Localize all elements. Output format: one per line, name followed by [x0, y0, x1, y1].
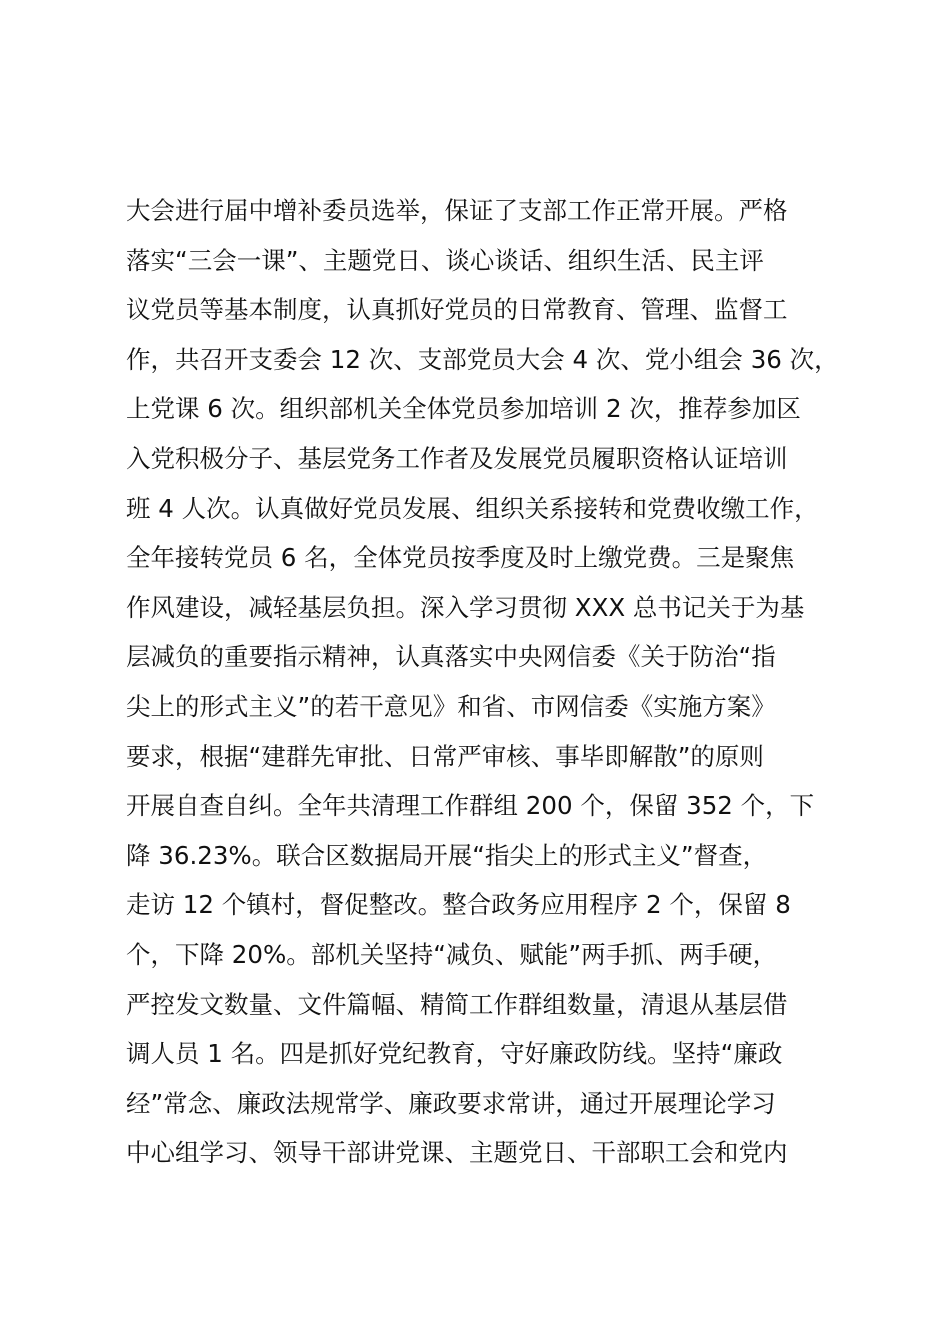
text-line: 开展自查自纠。全年共清理工作群组 200 个，保留 352 个，下 [126, 791, 815, 821]
text-line: 上党课 6 次。组织部机关全体党员参加培训 2 次，推荐参加区 [126, 394, 801, 424]
body-paragraph [126, 186, 866, 1178]
text-line: 调人员 1 名。四是抓好党纪教育，守好廉政防线。坚持“廉政 [126, 1039, 783, 1069]
text-line: 班 4 人次。认真做好党员发展、组织关系接转和党费收缴工作， [126, 493, 819, 523]
text-line: 尖上的形式主义”的若干意见》和省、市网信委《实施方案》 [126, 691, 776, 721]
text-line: 全年接转党员 6 名，全体党员按季度及时上缴党费。三是聚焦 [126, 543, 795, 573]
text-line: 经”常念、廉政法规常学、廉政要求常讲，通过开展理论学习 [126, 1088, 776, 1118]
text-line: 落实“三会一课”、主题党日、谈心谈话、组织生活、民主评 [126, 245, 764, 275]
text-line: 走访 12 个镇村，督促整改。整合政务应用程序 2 个，保留 8 [126, 890, 791, 920]
text-line: 作，共召开支委会 12 次、支部党员大会 4 次、党小组会 36 次， [126, 344, 839, 374]
text-line: 中心组学习、领导干部讲党课、主题党日、干部职工会和党内 [126, 1138, 788, 1168]
text-line: 严控发文数量、文件篇幅、精简工作群组数量，清退从基层借 [126, 989, 788, 1019]
text-line: 作风建设，减轻基层负担。深入学习贯彻 XXX 总书记关于为基 [126, 592, 805, 622]
text-line: 层减负的重要指示精神，认真落实中央网信委《关于防治“指 [126, 642, 776, 672]
text-line: 入党积极分子、基层党务工作者及发展党员履职资格认证培训 [126, 443, 788, 473]
text-line: 议党员等基本制度，认真抓好党员的日常教育、管理、监督工 [126, 295, 788, 325]
text-line: 大会进行届中增补委员选举，保证了支部工作正常开展。严格 [126, 196, 788, 225]
text-line: 个，下降 20%。部机关坚持“减负、赋能”两手抓、两手硬， [126, 939, 778, 969]
text-line: 降 36.23%。联合区数据局开展“指尖上的形式主义”督查， [126, 840, 768, 870]
text-line: 要求，根据“建群先审批、日常严审核、事毕即解散”的原则 [126, 741, 764, 771]
